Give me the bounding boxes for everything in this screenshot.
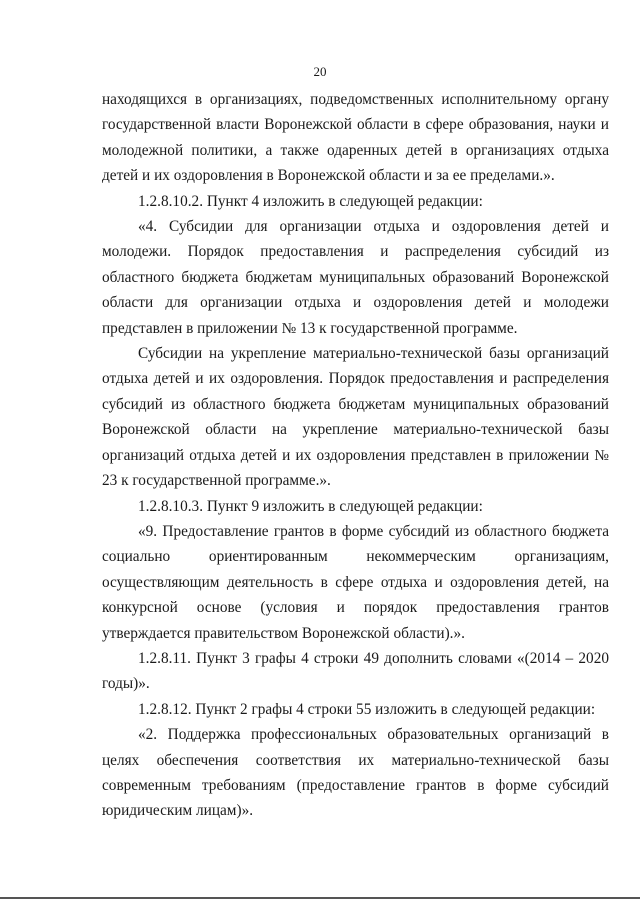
page-number: 20 bbox=[313, 64, 327, 79]
bottom-scan-edge bbox=[0, 897, 640, 899]
document-body bbox=[102, 87, 609, 824]
paragraph-point-2: «2. Поддержка профессиональных образовательных организаций в целях обеспечения соответствия их материально-технической базы современным требованиям (предоставление грантов в форме субсидий юридическим лицам)». bbox=[102, 726, 609, 820]
paragraph-item-1-2-8-10-3: 1.2.8.10.3. Пункт 9 изложить в следующей редакции: bbox=[138, 497, 483, 515]
paragraph-continuation: находящихся в организациях, подведомственных исполнительному органу государственной власти Воронежской области в сфере образования, науки и молодежной политики, а также одаренных детей в организациях отдыха детей и их оздоровления в Воронежской области и за ее пределами.». bbox=[102, 91, 609, 185]
paragraph-item-1-2-8-12: 1.2.8.12. Пункт 2 графы 4 строки 55 изложить в следующей редакции: bbox=[138, 700, 596, 718]
paragraph-point-9: «9. Предоставление грантов в форме субсидий из областного бюджета социально ориентированным некоммерческим организациям, осуществляющим деятельность в сфере отдыха и оздоровления детей, на конкурсной основе (условия и порядок предоставления грантов утверждается правительством Воронежской области).». bbox=[102, 522, 609, 642]
paragraph-subsidies-material-base: Субсидии на укрепление материально-технической базы организаций отдыха детей и их оздоровления. Порядок предоставления и распределения субсидий из областного бюджета бюджетам муниципальных образований Воронежской области на укрепление материально-технической базы организаций отдыха детей и их оздоровления представлен в приложении № 23 к государственной программе.». bbox=[102, 345, 609, 490]
paragraph-point-4: «4. Субсидии для организации отдыха и оздоровления детей и молодежи. Порядок предоставления и распределения субсидий из областного бюджета бюджетам муниципальных образований Воронежской области для организации отдыха и оздоровления детей и молодежи представлен в приложении № 13 к государственной программе. bbox=[102, 218, 609, 337]
paragraph-item-1-2-8-11: 1.2.8.11. Пункт 3 графы 4 строки 49 дополнить словами «(2014 – 2020 годы)». bbox=[102, 649, 609, 693]
paragraph-item-1-2-8-10-2: 1.2.8.10.2. Пункт 4 изложить в следующей редакции: bbox=[138, 192, 483, 210]
